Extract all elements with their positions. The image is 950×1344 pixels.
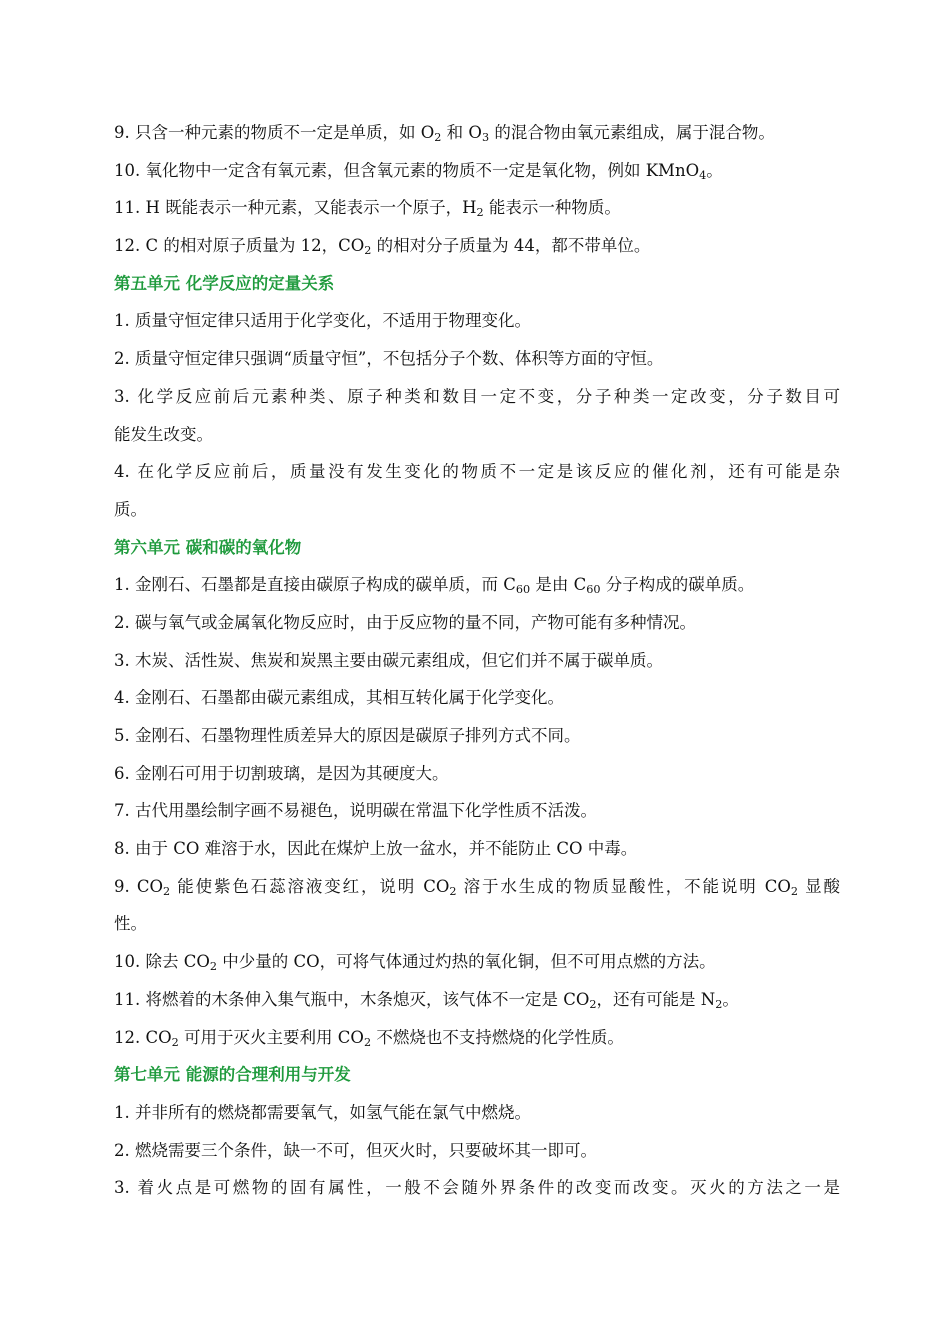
subscript: 2 [364,243,372,257]
subscript: 2 [163,884,171,898]
section-heading [114,529,840,567]
subscript: 3 [481,130,490,144]
text-segment: 能发生改变。 [114,424,213,444]
text-segment: 质。 [114,499,147,519]
paragraph-line [114,1019,840,1057]
paragraph-line [114,1132,840,1170]
text-segment: 12. CO [114,1027,172,1047]
text-segment: 的相对分子质量为 44，都不带单位。 [371,236,651,256]
subscript: 2 [790,884,798,898]
text-segment: 能表示一种物质。 [483,198,621,218]
paragraph-line [114,378,840,416]
text-segment: 5. 金刚石、石墨物理性质差异大的原因是碳原子排列方式不同。 [114,726,581,745]
paragraph-line [114,943,840,981]
paragraph-line [114,302,840,340]
paragraph-line [114,642,840,680]
paragraph-line [114,717,840,755]
text-segment: 12. C 的相对原子质量为 12，CO [114,236,365,256]
document-page [114,114,840,1207]
text-segment: 3. 化学反应前后元素种类、原子种类和数目一定不变，分子种类一定改变，分子数目可 [114,386,840,406]
paragraph-line [114,566,840,604]
paragraph-line [114,416,840,454]
paragraph-line [114,830,840,868]
text-segment: 1. 金刚石、石墨都是直接由碳原子构成的碳单质，而 C [114,575,516,595]
paragraph-line [114,868,840,906]
text-segment: 4. 在化学反应前后，质量没有发生变化的物质不一定是该反应的催化剂，还有可能是杂 [114,462,840,482]
text-segment: 。 [722,989,739,1009]
subscript: 2 [434,130,442,144]
text-segment: 2. 燃烧需要三个条件，缺一不可，但灭火时，只要破坏其一即可。 [114,1140,597,1160]
subscript: 4 [699,168,707,182]
subscript: 2 [715,997,723,1011]
text-segment: 10. 除去 CO [114,952,210,972]
text-segment: 6. 金刚石可用于切割玻璃，是因为其硬度大。 [114,763,449,783]
text-segment: 分子构成的碳单质。 [600,575,755,595]
subscript: 2 [171,1035,179,1049]
subscript: 2 [476,206,484,220]
paragraph-line [114,1094,840,1132]
subscript: 60 [515,583,531,597]
text-segment: 性。 [114,914,147,934]
text-segment: 。 [706,160,723,180]
paragraph-line [114,152,840,190]
paragraph-line [114,905,840,943]
paragraph-line [114,792,840,830]
text-segment: 是由 C [530,575,587,595]
text-segment: 第六单元 碳和碳的氧化物 [114,537,302,557]
paragraph-line [114,755,840,793]
paragraph-line [114,189,840,227]
text-segment: 4. 金刚石、石墨都由碳元素组成，其相互转化属于化学变化。 [114,688,564,708]
paragraph-line [114,604,840,642]
text-segment: 9. CO [114,876,164,896]
text-segment: ，还有可能是 N [596,989,716,1009]
text-segment: 11. 将燃着的木条伸入集气瓶中，木条熄灭，该气体不一定是 CO [114,989,590,1009]
text-segment: 溶于水生成的物质显酸性，不能说明 CO [456,876,791,896]
text-segment: 7. 古代用墨绘制字画不易褪色，说明碳在常温下化学性质不活泼。 [114,801,597,821]
text-segment: 3. 着火点是可燃物的固有属性，一般不会随外界条件的改变而改变。灭火的方法之一是 [114,1178,840,1198]
text-segment: 的混合物由氧元素组成，属于混合物。 [489,123,775,142]
text-segment: 和 O [441,123,482,142]
text-segment: 能使紫色石蕊溶液变红，说明 CO [170,876,450,896]
paragraph-line [114,453,840,491]
paragraph-line [114,227,840,265]
text-segment: 1. 并非所有的燃烧都需要氧气，如氢气能在氯气中燃烧。 [114,1102,531,1122]
subscript: 2 [589,997,597,1011]
text-segment: 1. 质量守恒定律只适用于化学变化，不适用于物理变化。 [114,311,531,331]
text-segment: 不燃烧也不支持燃烧的化学性质。 [371,1027,624,1047]
paragraph-line [114,491,840,529]
text-segment: 2. 碳与氧气或金属氧化物反应时，由于反应物的量不同，产物可能有多种情况。 [114,612,696,632]
subscript: 60 [586,583,601,597]
text-segment: 第七单元 能源的合理利用与开发 [114,1065,351,1085]
text-segment: 中少量的 CO，可将气体通过灼热的氧化铜，但不可用点燃的方法。 [217,952,716,972]
subscript: 2 [449,884,457,898]
text-segment: 9. 只含一种元素的物质不一定是单质，如 O [114,123,435,142]
subscript: 2 [209,959,218,973]
text-segment: 10. 氧化物中一定含有氧元素，但含氧元素的物质不一定是氧化物，例如 KMnO [114,160,700,180]
paragraph-line [114,679,840,717]
text-segment: 2. 质量守恒定律只强调“质量守恒”，不包括分子个数、体积等方面的守恒。 [114,349,664,369]
text-segment: 3. 木炭、活性炭、焦炭和炭黑主要由碳元素组成，但它们并不属于碳单质。 [114,650,663,670]
subscript: 2 [363,1035,372,1049]
text-segment: 第五单元 化学反应的定量关系 [114,273,335,293]
text-segment: 可用于灭火主要利用 CO [178,1027,364,1047]
paragraph-line [114,114,840,152]
section-heading [114,265,840,303]
text-segment: 8. 由于 CO 难溶于水，因此在煤炉上放一盆水，并不能防止 CO 中毒。 [114,839,638,859]
text-segment: 显酸 [798,876,840,896]
paragraph-line [114,981,840,1019]
paragraph-line [114,340,840,378]
section-heading [114,1056,840,1094]
text-segment: 11. H 既能表示一种元素，又能表示一个原子，H [114,198,477,218]
paragraph-line [114,1169,840,1207]
